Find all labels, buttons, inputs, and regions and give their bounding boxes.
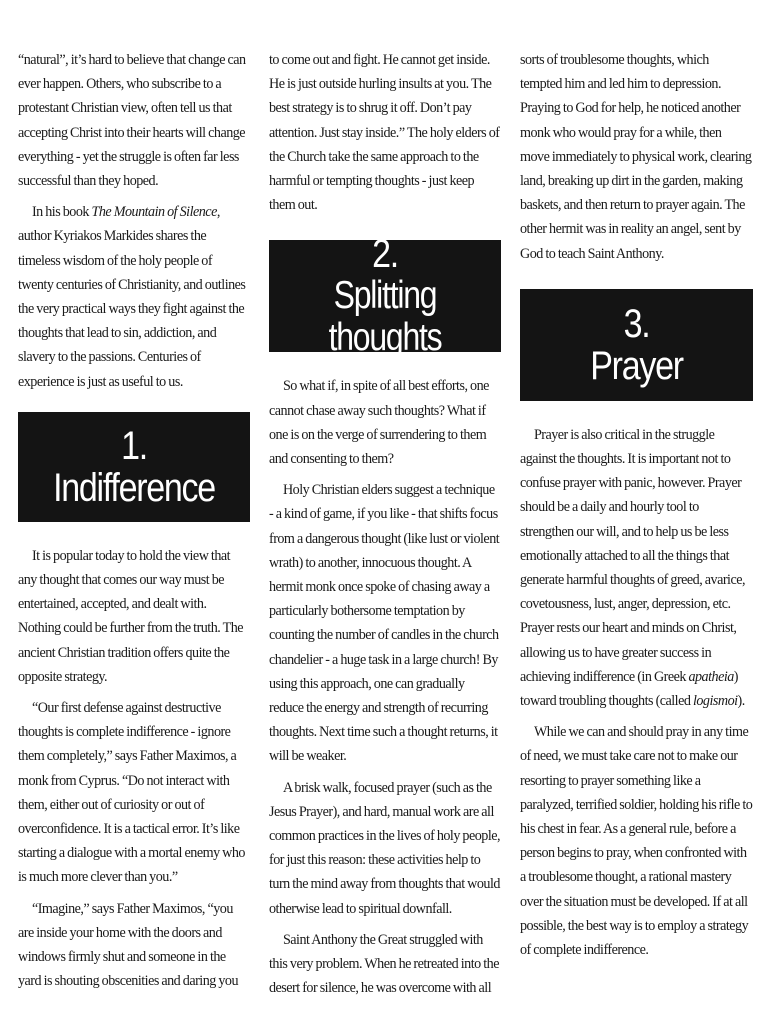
paragraph: So what if, in spite of all best efforts, one cannot chase away such thoughts? What if one is on the verge of surrendering to them and consenting to them? (269, 377, 489, 468)
text-run: In his book (31, 203, 92, 221)
paragraph: Holy Christian elders suggest a technique - a kind of game, if you like - that shifts focus from a dangerous thought (like lust or violent wrath) to another, innocuous thought. A hermit monk once spoke of chasing away a particularly bothersome temptation by counting the number of candles in the church chandelier - a huge task in a large church! By using this approach, one can gradually reduce the energy and strength of recurring thoughts. Next time such a thought returns, it will be weaker. (269, 481, 500, 765)
paragraph: “Our first defense against destructive thoughts is complete indifference - ignore them completely,” says Father Maximos, a monk from Cyprus. “Do not interact with them, either out of curiosity or out of overconfidence. It is a tactical error. It’s like starting a dialogue with a mortal enemy who is much more clever than you.” (18, 699, 245, 886)
section-heading-1 (18, 412, 250, 522)
greek-term: apatheia (688, 667, 734, 685)
section-number: 3. (623, 301, 650, 346)
paragraph: It is popular today to hold the view that any thought that comes our way must be entertained, accepted, and dealt with. Nothing could be further from the truth. The ancient Christian tradition offers quite the opposite strategy. (18, 546, 244, 685)
section-heading-2 (269, 232, 501, 360)
section-title: Splitting thoughts (328, 274, 442, 360)
section-title: Prayer (590, 343, 683, 388)
section-title: Indifference (53, 465, 215, 510)
paragraph: to come out and fight. He cannot get inside. He is just outside hurling insults at you. The best strategy is to shrug it off. Don’t pay attention. Just stay inside.” The holy elders of the Church take the same approach to the harmful or tempting thoughts - just keep them out. (269, 51, 500, 214)
book-title: The Mountain of Silence (91, 203, 217, 221)
section-number: 2. (372, 232, 398, 277)
paragraph: “natural”, it’s hard to believe that change can ever happen. Others, who subscribe to a protestant Christian view, often tell us that accepting Christ into their hearts will change everything - yet the struggle is often far less successful than they hoped. (18, 51, 246, 190)
paragraph: sorts of troublesome thoughts, which tempted him and led him to depression. Praying to God for help, he noticed another monk who would pray for a while, then move immediately to physical work, clearing land, breaking up dirt in the garden, making baskets, and then return to prayer again. The other hermit was in reality an angel, sent by God to teach Saint Anthony. (520, 51, 752, 262)
column-2 (269, 48, 501, 1024)
text-run: , author Kyriakos Markides shares the timeless wisdom of the holy people of twenty centuries of Christianity, and outlines the very practical ways they fight against the thoughts that lead to sin, addiction, and slavery to the passions. Centuries of experience is just as useful to us. (18, 203, 246, 390)
paragraph: While we can and should pray in any time of need, we must take care not to make our resorting to prayer something like a paralyzed, terrified soldier, holding his rifle to his chest in fear. As a general rule, before a person begins to pray, when confronted with a troublesome thought, a rational mastery over the situation must be developed. If at all possible, the best way is to employ a strategy of complete indifference. (520, 723, 753, 959)
section-heading-3 (520, 289, 753, 401)
paragraph: A brisk walk, focused prayer (such as the Jesus Prayer), and hard, manual work are all common practices in the lives of holy people, for just this reason: these activities help to turn the mind away from thoughts that would otherwise lead to spiritual downfall. (269, 778, 501, 917)
paragraph-book-reference (18, 200, 250, 394)
greek-term: logismoi (692, 692, 738, 710)
paragraph: “Imagine,” says Father Maximos, “you are inside your home with the doors and windows firmly shut and someone in the yard is shouting obscenities and daring you (18, 899, 239, 990)
paragraph-prayer (520, 423, 753, 713)
column-1 (18, 48, 250, 1024)
text-run: ). (737, 692, 745, 710)
text-run: ) toward troubling thoughts (called (520, 667, 738, 710)
text-run: Prayer is also critical in the struggle against the thoughts. It is important not to confuse prayer with panic, however. Prayer should be a daily and hourly tool to strengthen our will, and to help us be less emotionally attached to all the things that generate harmful thoughts of greed, avarice, covetousness, lust, anger, depression, etc. Prayer rests our heart and minds on Christ, allowing us to have greater success in achieving indifference (in Greek (520, 425, 745, 685)
section-number: 1. (121, 423, 147, 468)
paragraph: Saint Anthony the Great struggled with this very problem. When he retreated into the desert for silence, he was overcome with all (269, 930, 499, 997)
column-3 (520, 48, 753, 1024)
